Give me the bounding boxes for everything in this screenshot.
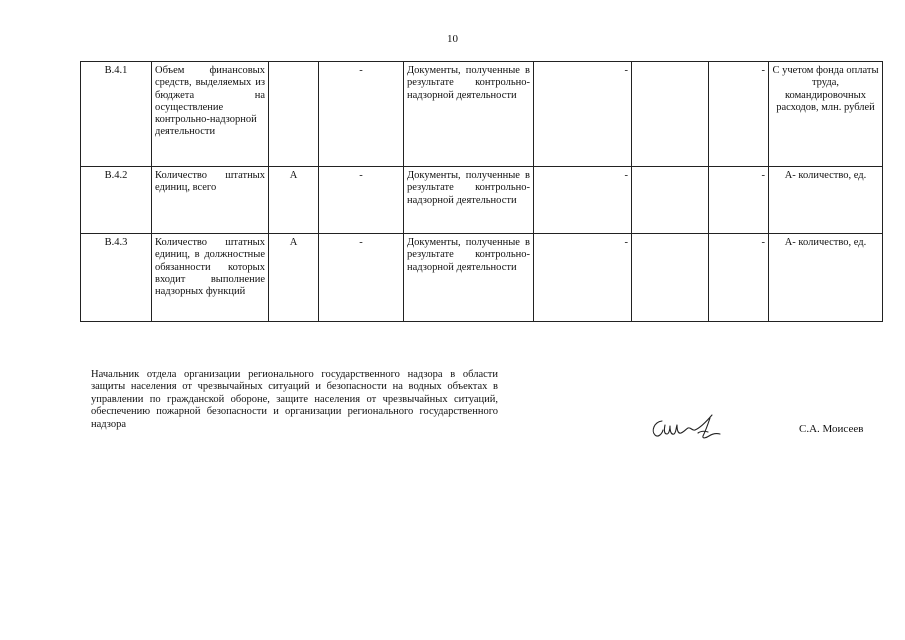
signer-position: Начальник отдела организации регионального государственного надзора в области защиты населения от чрезвычайных ситуаций и безопасности на водных объектах в управлении по гражданской обороне, защите населения от чрезвычайных ситуаций, обеспечению пожарной безопасности и организации регионального государственного надзора [91,369,498,430]
row-marker [269,62,319,167]
row-note: С учетом фонда оплаты труда, командировочных расходов, млн. рублей [769,62,883,167]
row-marker: А [269,234,319,322]
row-name: Количество штатных единиц, всего [152,167,269,234]
row-source: Документы, полученные в результате контрольно-надзорной деятельности [404,62,534,167]
row-col7 [632,62,709,167]
row-col7 [632,167,709,234]
row-code: В.4.1 [81,62,152,167]
row-col6: - [534,234,632,322]
row-source: Документы, полученные в результате контрольно-надзорной деятельности [404,167,534,234]
handwritten-signature-icon [648,412,726,442]
row-code: В.4.2 [81,167,152,234]
row-note: А- количество, ед. [769,234,883,322]
row-col7 [632,234,709,322]
row-dash: - [319,62,404,167]
row-col6: - [534,167,632,234]
row-col6: - [534,62,632,167]
signer-name: С.А. Моисеев [799,423,864,435]
row-name: Объем финансовых средств, выделяемых из бюджета на осуществление контрольно-надзорной деятельности [152,62,269,167]
table-row [81,62,883,167]
page-number: 10 [447,33,458,45]
row-dash: - [319,234,404,322]
row-col8: - [709,62,769,167]
row-note: А- количество, ед. [769,167,883,234]
row-col8: - [709,167,769,234]
row-col8: - [709,234,769,322]
row-name: Количество штатных единиц, в должностные обязанности которых входит выполнение надзорных функций [152,234,269,322]
row-dash: - [319,167,404,234]
table-row [81,234,883,322]
row-code: В.4.3 [81,234,152,322]
row-source: Документы, полученные в результате контрольно-надзорной деятельности [404,234,534,322]
table-row [81,167,883,234]
row-marker: А [269,167,319,234]
indicators-table [80,61,883,322]
